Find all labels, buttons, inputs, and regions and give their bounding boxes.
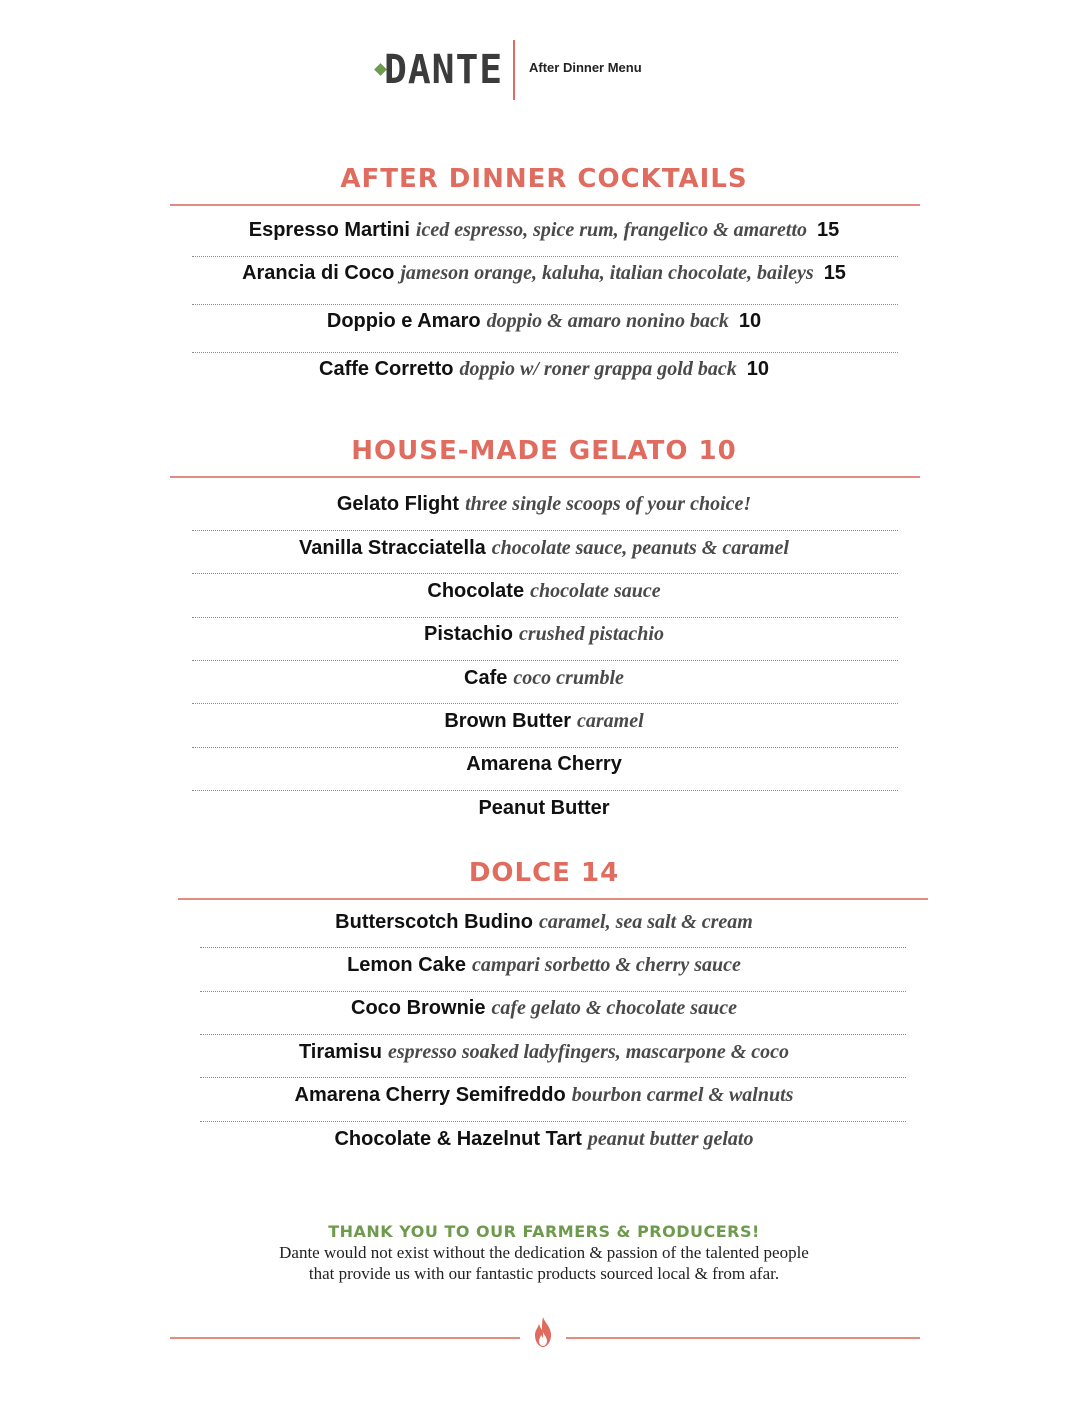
menu-item — [0, 621, 1088, 647]
item-description: cafe gelato & chocolate sauce — [491, 997, 737, 1019]
dotted-divider — [192, 660, 898, 661]
thanks-title: THANK YOU TO OUR FARMERS & PRODUCERS! — [328, 1222, 760, 1241]
item-name: Espresso Martini — [248, 219, 410, 241]
item-description: coco crumble — [513, 667, 624, 689]
menu-item — [0, 217, 1088, 243]
dotted-divider — [192, 747, 898, 748]
item-name: Gelato Flight — [336, 493, 460, 515]
item-name: Caffe Corretto — [319, 358, 454, 380]
menu-item — [0, 1039, 1088, 1065]
section-title-cocktails: AFTER DINNER COCKTAILS — [340, 164, 748, 194]
menu-item — [0, 578, 1088, 604]
menu-item — [0, 1126, 1088, 1152]
item-description: campari sorbetto & cherry sauce — [472, 954, 741, 976]
item-description: iced espresso, spice rum, frangelico & amaretto — [415, 219, 807, 241]
footer-rule-right — [566, 1337, 920, 1339]
thanks-text-line-1: Dante would not exist without the dedication & passion of the talented people — [279, 1243, 809, 1262]
section-rule — [178, 898, 928, 900]
menu-item — [0, 708, 1088, 734]
section-title-dolce: DOLCE 14 — [468, 858, 620, 888]
item-description: chocolate sauce — [530, 580, 661, 602]
item-name: Arancia di Coco — [242, 262, 395, 284]
item-description: jameson orange, kaluha, italian chocolate, baileys — [400, 262, 814, 284]
dotted-divider — [192, 573, 898, 574]
item-description: crushed pistachio — [518, 623, 664, 645]
item-name: Chocolate & Hazelnut Tart — [334, 1128, 582, 1150]
menu-item — [0, 356, 1088, 382]
menu-item — [0, 995, 1088, 1021]
menu-item — [0, 909, 1088, 935]
menu-item — [0, 308, 1088, 334]
item-name: Tiramisu — [298, 1041, 382, 1063]
item-name: Lemon Cake — [347, 954, 467, 976]
item-name: Peanut Butter — [478, 797, 610, 819]
dante-logo — [376, 47, 504, 93]
item-name: Vanilla Stracciatella — [299, 537, 486, 559]
menu-item — [0, 491, 1088, 517]
item-description: espresso soaked ladyfingers, mascarpone & coco — [387, 1041, 790, 1063]
footer-rule-left — [170, 1337, 520, 1339]
item-description: caramel — [577, 710, 644, 732]
menu-item — [0, 535, 1088, 561]
item-name: Amarena Cherry Semifreddo — [294, 1084, 566, 1106]
item-description: chocolate sauce, peanuts & caramel — [491, 537, 789, 559]
menu-item — [0, 260, 1088, 286]
item-name: Chocolate — [427, 580, 525, 602]
item-description: peanut butter gelato — [587, 1128, 754, 1150]
item-description: doppio & amaro nonino back — [486, 310, 729, 332]
dotted-divider — [200, 1077, 906, 1078]
section-rule — [170, 204, 920, 206]
dotted-divider — [192, 617, 898, 618]
item-description: doppio w/ roner grappa gold back — [459, 358, 737, 380]
item-price: 10 — [746, 358, 769, 380]
dotted-divider — [192, 703, 898, 704]
item-name: Pistachio — [424, 623, 513, 645]
thanks-text-line-2: that provide us with our fantastic products sourced local & from afar. — [308, 1264, 780, 1283]
dotted-divider — [192, 256, 898, 257]
dotted-divider — [200, 1121, 906, 1122]
header-divider — [513, 40, 515, 100]
item-description: caramel, sea salt & cream — [538, 911, 753, 933]
dotted-divider — [200, 991, 906, 992]
item-description: bourbon carmel & walnuts — [571, 1084, 794, 1106]
item-name: Cafe — [464, 667, 508, 689]
item-name: Coco Brownie — [351, 997, 486, 1019]
dotted-divider — [200, 947, 906, 948]
section-title-gelato: HOUSE-MADE GELATO 10 — [351, 436, 737, 466]
menu-item — [0, 952, 1088, 978]
dotted-divider — [192, 304, 898, 305]
menu-item — [0, 665, 1088, 691]
menu-subtitle: After Dinner Menu — [529, 60, 642, 75]
flame-icon — [531, 1316, 555, 1348]
menu-header — [0, 38, 1088, 102]
item-name: Amarena Cherry — [466, 753, 622, 775]
item-price: 15 — [817, 219, 840, 241]
item-description: three single scoops of your choice! — [465, 493, 752, 515]
menu-item — [0, 1082, 1088, 1108]
item-name: Doppio e Amaro — [326, 310, 481, 332]
dotted-divider — [200, 1034, 906, 1035]
dotted-divider — [192, 352, 898, 353]
item-name: Brown Butter — [444, 710, 571, 732]
menu-item — [0, 795, 1088, 821]
section-rule — [170, 476, 920, 478]
item-price: 15 — [823, 262, 846, 284]
item-name: Butterscotch Budino — [335, 911, 533, 933]
logo-text: DANTE — [384, 47, 504, 93]
item-price: 10 — [738, 310, 762, 332]
menu-item — [0, 751, 1088, 777]
dotted-divider — [192, 790, 898, 791]
dotted-divider — [192, 530, 898, 531]
